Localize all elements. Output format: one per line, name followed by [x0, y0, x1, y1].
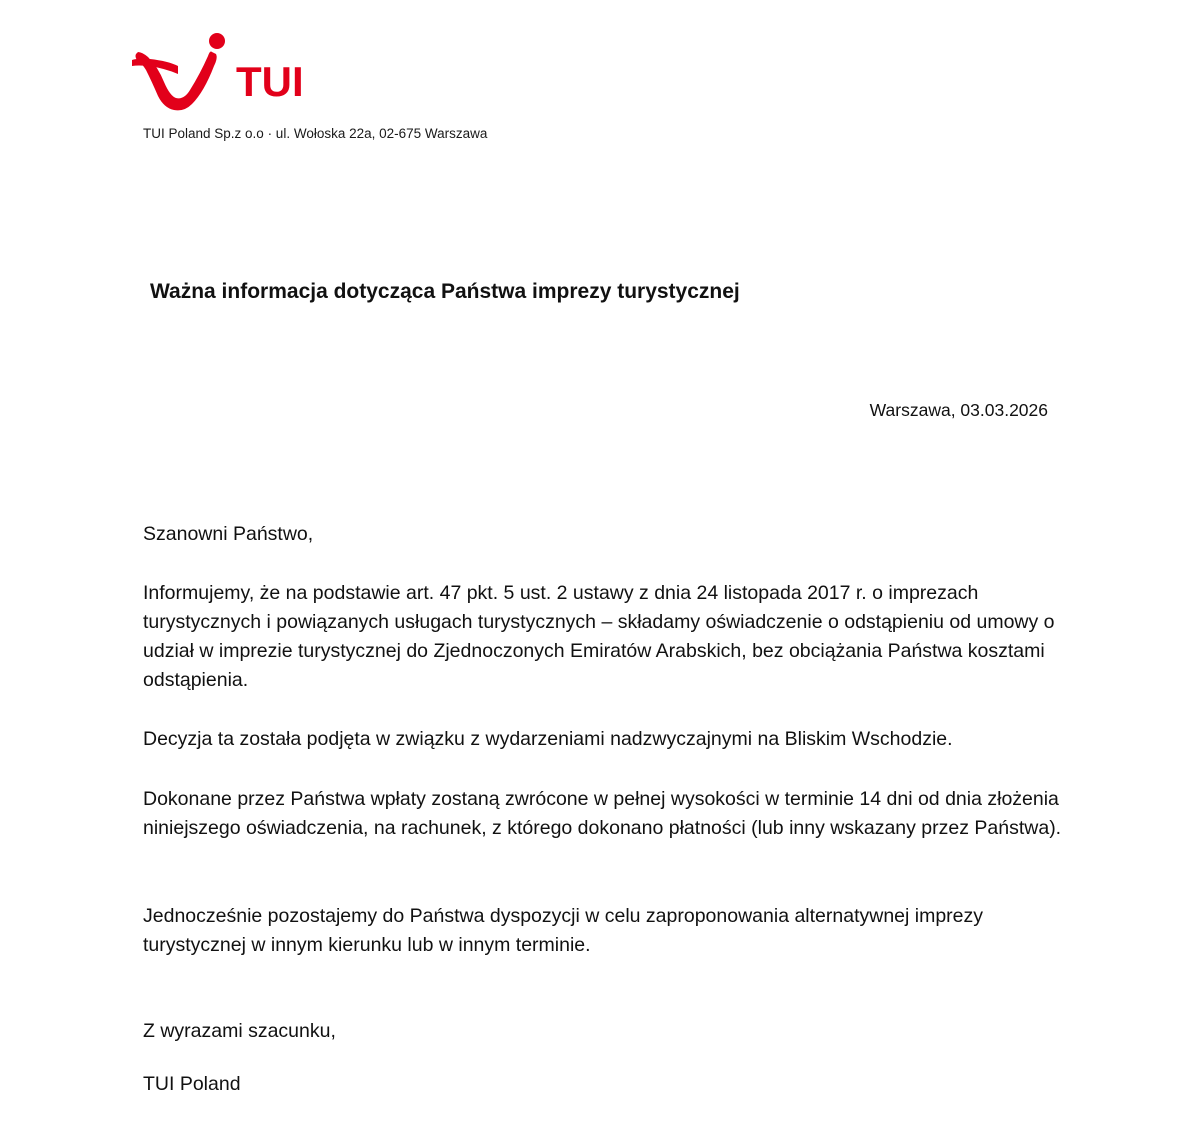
tui-smile-icon — [128, 30, 318, 115]
paragraph-refund: Dokonane przez Państwa wpłaty zostaną zwrócone w pełnej wysokości w terminie 14 dni od dnia złożenia niniejszego oświadczenia, na rachunek, z którego dokonano płatności (lub inny wskazany przez Państwa). — [143, 788, 1062, 839]
paragraph-alternative: Jednocześnie pozostajemy do Państwa dyspozycji w celu zaproponowania alternatywnej imprezy turystycznej w innym kierunku lub w innym terminie. — [143, 905, 984, 956]
letter-date: Warszawa, 03.03.2026 — [869, 400, 1048, 420]
company-address: TUI Poland Sp.z o.o · ul. Wołoska 22a, 02-675 Warszawa — [143, 126, 488, 141]
signature: TUI Poland — [143, 1073, 241, 1095]
closing: Z wyrazami szacunku, — [143, 1020, 336, 1042]
page-title: Ważna informacja dotycząca Państwa imprezy turystycznej — [150, 280, 740, 303]
tui-logo — [128, 30, 318, 115]
paragraph-decision: Decyzja ta została podjęta w związku z wydarzeniami nadzwyczajnymi na Bliskim Wschodzie. — [143, 728, 953, 750]
paragraph-withdrawal: Informujemy, że na podstawie art. 47 pkt. 5 ust. 2 ustawy z dnia 24 listopada 2017 r. o imprezach turystycznych i powiązanych usługach turystycznych – składamy oświadczenie o odstąpieniu od umowy o udział w imprezie turystycznej do Zjednoczonych Emiratów Arabskich, bez obciążania Państwa kosztami odstąpienia. — [143, 582, 1055, 691]
tui-wordmark: TUI — [236, 58, 304, 105]
salutation: Szanowni Państwo, — [143, 523, 314, 545]
